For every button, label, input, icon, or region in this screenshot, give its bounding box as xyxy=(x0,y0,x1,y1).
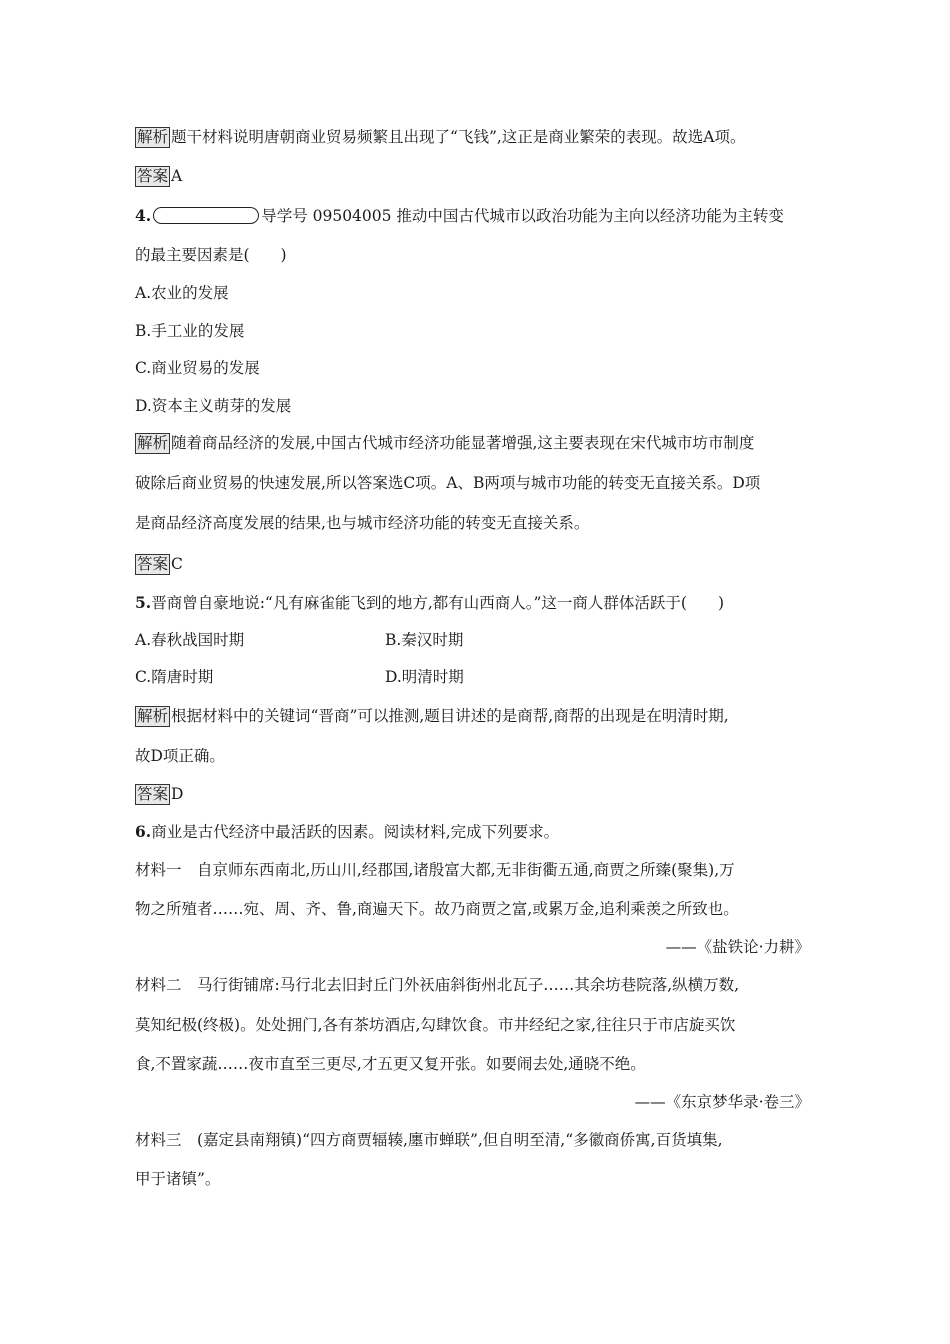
q4-number: 4. xyxy=(135,206,152,225)
q4-analysis-line2: 破除后商业贸易的快速发展,所以答案选C项。A、B两项与城市功能的转变无直接关系。D项 xyxy=(135,474,761,492)
q3-answer-value: A xyxy=(171,167,183,185)
q5-answer xyxy=(135,783,183,805)
q5-options-row1 xyxy=(135,629,815,651)
q5-analysis-line2: 故D项正确。 xyxy=(135,747,225,765)
q4-option-b: B.手工业的发展 xyxy=(135,322,245,340)
q5-analysis-text1: 根据材料中的关键词“晋商”可以推测,题目讲述的是商帮,商帮的出现是在明清时期, xyxy=(171,707,729,725)
q4-stem-line1 xyxy=(135,205,784,227)
q6-material1-source: ——《盐铁论·力耕》 xyxy=(665,938,810,956)
q4-answer xyxy=(135,553,183,575)
q6-number: 6. xyxy=(135,822,152,841)
q3-analysis-text: 题干材料说明唐朝商业贸易频繁且出现了“飞钱”,这正是商业繁荣的表现。故选A项。 xyxy=(171,128,746,146)
q6-material2-line3: 食,不置家蔬……夜市直至三更尽,才五更又复开张。如要闹去处,通晓不绝。 xyxy=(135,1055,646,1073)
answer-tag: 答案 xyxy=(137,167,169,185)
q4-analysis-line3: 是商品经济高度发展的结果,也与城市经济功能的转变无直接关系。 xyxy=(135,514,590,532)
q5-stem-text: 晋商曾自豪地说:“凡有麻雀能飞到的地方,都有山西商人。”这一商人群体活跃于( ) xyxy=(151,594,725,612)
q4-stem-line2: 的最主要因素是( ) xyxy=(135,246,287,264)
analysis-tag: 解析 xyxy=(137,707,169,725)
q3-answer xyxy=(135,165,182,187)
q5-analysis-line1 xyxy=(135,705,729,727)
analysis-tag: 解析 xyxy=(137,434,169,452)
q6-stem xyxy=(135,821,559,843)
q5-options-row2 xyxy=(135,666,815,688)
q6-material3-line1: 材料三 (嘉定县南翔镇)“四方商贾辐辏,廛市蝉联”,但自明至清,“多徽商侨寓,百货填集, xyxy=(135,1131,723,1149)
q4-stem-text1: 导学号 09504005 推动中国古代城市以政治功能为主向以经济功能为主转变 xyxy=(261,207,784,225)
q4-analysis-text1: 随着商品经济的发展,中国古代城市经济功能显著增强,这主要表现在宋代城市坊市制度 xyxy=(171,434,755,452)
q6-material2-line2: 莫知纪极(终极)。处处拥门,各有茶坊酒店,勾肆饮食。市井经纪之家,往往只于市店旋买饮 xyxy=(135,1016,736,1034)
q5-option-d: D.明清时期 xyxy=(385,668,464,686)
q4-analysis-line1 xyxy=(135,432,754,454)
q6-material2-line1: 材料二 马行街铺席:马行北去旧封丘门外祆庙斜街州北瓦子……其余坊巷院落,纵横万数, xyxy=(135,976,740,994)
q4-answer-value: C xyxy=(171,555,183,573)
q6-material1-line2: 物之所殖者……宛、周、齐、鲁,商遍天下。故乃商贾之富,或累万金,追利乘羡之所致也。 xyxy=(135,900,739,918)
q5-answer-value: D xyxy=(171,785,184,803)
q6-material3-line2: 甲于诸镇”。 xyxy=(135,1170,221,1188)
q4-option-d: D.资本主义萌芽的发展 xyxy=(135,397,292,415)
guide-number-badge xyxy=(153,207,259,224)
answer-tag: 答案 xyxy=(137,785,169,803)
q3-analysis xyxy=(135,126,746,148)
q6-material2-source: ——《东京梦华录·卷三》 xyxy=(634,1093,810,1111)
q4-option-a: A.农业的发展 xyxy=(135,284,229,302)
answer-tag: 答案 xyxy=(137,555,169,573)
q5-number: 5. xyxy=(135,593,152,612)
q6-material1-line1: 材料一 自京师东西南北,历山川,经郡国,诸殷富大都,无非街衢五通,商贾之所臻(聚集),万 xyxy=(135,861,735,879)
q5-stem xyxy=(135,592,724,614)
q6-stem-text: 商业是古代经济中最活跃的因素。阅读材料,完成下列要求。 xyxy=(151,823,560,841)
q5-option-c: C.隋唐时期 xyxy=(135,668,214,686)
q4-option-c: C.商业贸易的发展 xyxy=(135,359,260,377)
analysis-tag: 解析 xyxy=(137,128,169,146)
q5-option-b: B.秦汉时期 xyxy=(385,631,464,649)
q5-option-a: A.春秋战国时期 xyxy=(135,631,245,649)
